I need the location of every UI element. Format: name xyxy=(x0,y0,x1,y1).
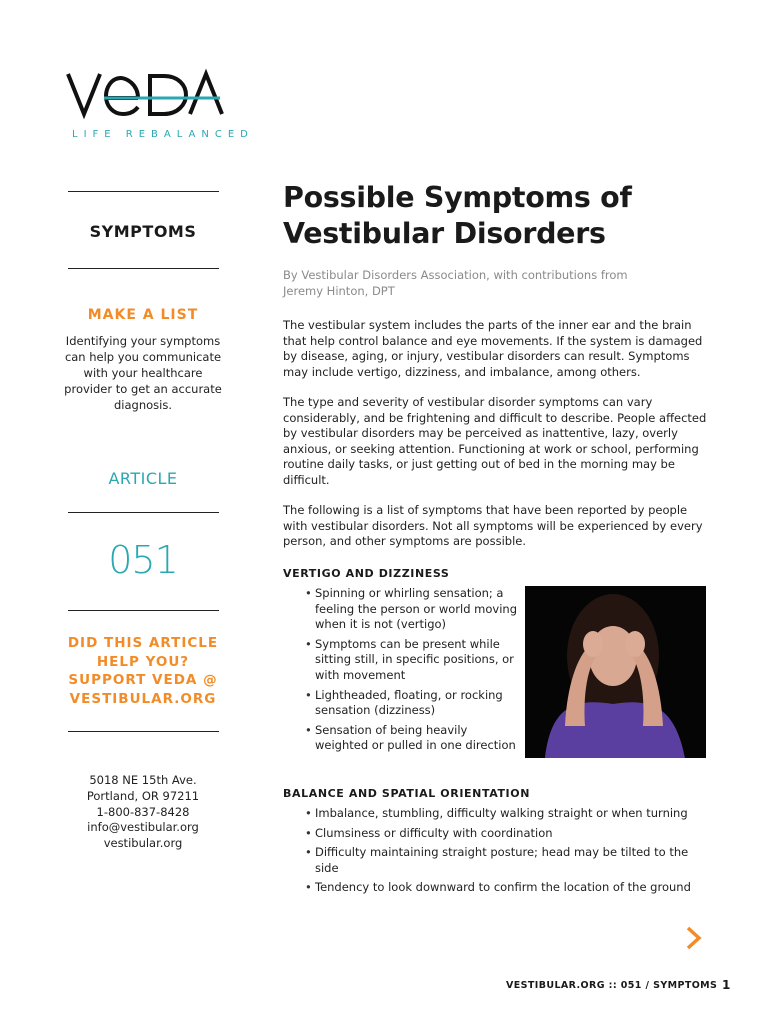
chevron-right-icon[interactable] xyxy=(682,926,706,950)
logo-tagline: LIFE REBALANCED xyxy=(72,129,254,140)
make-list-text: Identifying your symptoms can help you communicate with your healthcare provider to get an accurate diagnosis. xyxy=(64,334,222,412)
sidebar-divider xyxy=(68,191,219,192)
title-line: Possible Symptoms of xyxy=(283,181,632,214)
byline-line: Jeremy Hinton, DPT xyxy=(283,284,395,298)
list-item: • Symptoms can be present while sitting still, in specific positions, or with movement xyxy=(283,637,523,684)
cta-line: VESTIBULAR.ORG xyxy=(69,690,217,707)
list-intro-paragraph: The following is a list of symptoms that have been reported by people with vestibular disorders. Not all symptoms will be experienced by every person, and other symptoms are possible. xyxy=(283,503,703,549)
list-item: • Clumsiness or difficulty with coordination xyxy=(283,826,708,842)
vertigo-list xyxy=(283,586,523,758)
sidebar-section-title: SYMPTOMS xyxy=(89,222,197,241)
title-line: Vestibular Disorders xyxy=(283,217,606,250)
balance-list xyxy=(283,806,708,900)
footer-text: VESTIBULAR.ORG :: 051 / SYMPTOMS xyxy=(506,980,718,991)
list-item: • Imbalance, stumbling, difficulty walking straight or when turning xyxy=(283,806,708,822)
sidebar-divider xyxy=(68,610,219,611)
photo-illustration-icon xyxy=(525,586,706,758)
list-item: • Lightheaded, floating, or rocking sensation (dizziness) xyxy=(283,688,523,719)
severity-paragraph: The type and severity of vestibular disorder symptoms can vary considerably, and be frightening and difficult to describe. People affected by vestibular disorders may be perceived as inattentive, lazy, overly anxious, or seeking attention. Functioning at work or school, performing routine daily tasks, or just getting out of bed in the morning may be difficult. xyxy=(283,395,707,487)
page-number: 1 xyxy=(722,978,731,992)
list-item: • Spinning or whirling sensation; a feeling the person or world moving when it is not (vertigo) xyxy=(283,586,523,633)
page-title xyxy=(283,180,708,252)
list-item: • Difficulty maintaining straight posture; head may be tilted to the side xyxy=(283,845,708,876)
website-link[interactable]: vestibular.org xyxy=(103,836,183,851)
article-label: ARTICLE xyxy=(108,469,178,488)
article-number: 051 xyxy=(108,538,178,582)
address-street: 5018 NE 15th Ave. xyxy=(89,773,197,787)
sidebar-divider xyxy=(68,512,219,513)
email-link[interactable]: info@vestibular.org xyxy=(87,820,199,835)
veda-wordmark-icon xyxy=(66,68,226,126)
support-cta[interactable] xyxy=(66,634,220,708)
byline xyxy=(283,267,708,299)
intro-paragraph: The vestibular system includes the parts of the inner ear and the brain that help control balance and eye movements. If the system is damaged by disease, aging, or injury, vestibular disorders can result. Symptoms may include vertigo, dizziness, and imbalance, among others. xyxy=(283,318,703,379)
sidebar-divider xyxy=(68,731,219,732)
woman-holding-head-photo xyxy=(525,586,706,758)
address-city: Portland, OR 97211 xyxy=(86,788,200,803)
cta-line: HELP YOU? xyxy=(96,653,190,670)
list-item: • Tendency to look downward to confirm the location of the ground xyxy=(283,880,708,896)
list-item: • Sensation of being heavily weighted or pulled in one direction xyxy=(283,723,523,754)
sidebar-divider xyxy=(68,268,219,269)
section-heading-vertigo: VERTIGO AND DIZZINESS xyxy=(283,567,450,580)
cta-line: DID THIS ARTICLE xyxy=(67,635,219,651)
contact-address xyxy=(66,773,220,852)
cta-line: SUPPORT VEDA @ xyxy=(68,672,218,688)
make-list-title: MAKE A LIST xyxy=(87,307,199,323)
veda-logo xyxy=(66,68,254,148)
section-heading-balance: BALANCE AND SPATIAL ORIENTATION xyxy=(283,787,531,800)
byline-line: By Vestibular Disorders Association, with contributions from xyxy=(283,268,628,282)
phone-number[interactable]: 1-800-837-8428 xyxy=(96,804,190,819)
